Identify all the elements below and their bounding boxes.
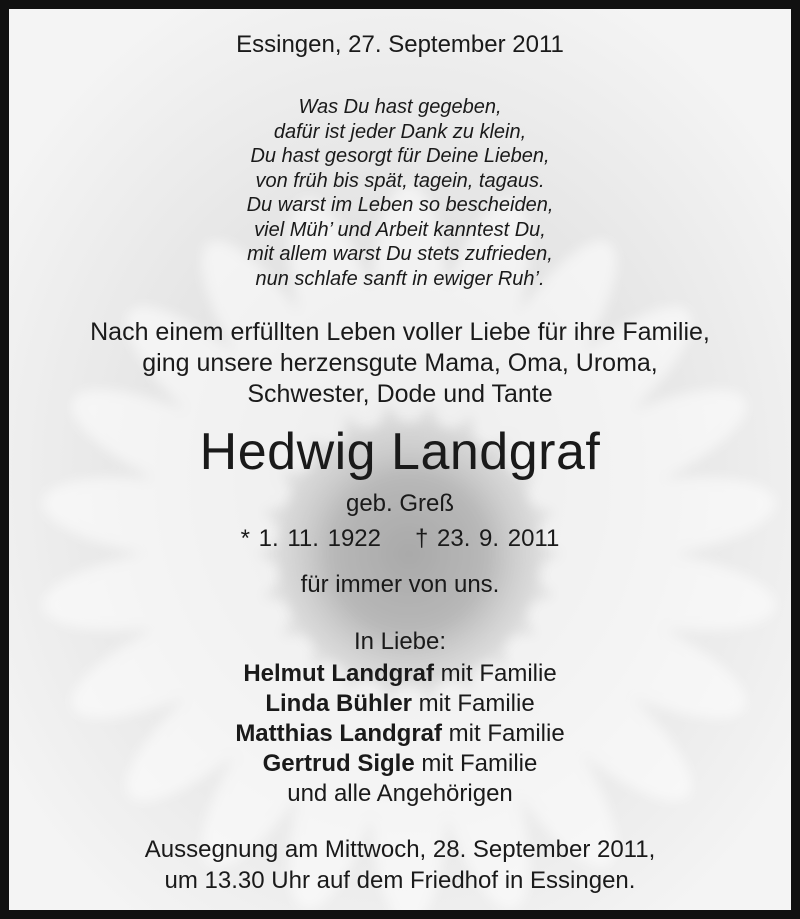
mourner-entry xyxy=(9,689,791,719)
service-line: um 13.30 Uhr auf dem Friedhof in Essingen. xyxy=(164,867,636,894)
poem-line: nun schlafe sanft in ewiger Ruh’. xyxy=(255,267,545,290)
poem-line: Du warst im Leben so bescheiden, xyxy=(246,194,554,216)
mourners-others: und alle Angehörigen xyxy=(287,780,513,807)
poem-line: viel Müh’ und Arbeit kanntest Du, xyxy=(254,218,546,241)
mourner-suffix: mit Familie xyxy=(414,750,538,777)
mourner-entry xyxy=(9,659,791,689)
poem-line: von früh bis spät, tagein, tagaus. xyxy=(255,169,545,192)
mourner-suffix: mit Familie xyxy=(442,720,565,747)
intro-text xyxy=(9,317,791,410)
poem-line: mit allem warst Du stets zufrieden, xyxy=(247,243,553,265)
life-dates xyxy=(9,525,791,553)
mourner-name: Helmut Landgraf xyxy=(243,660,434,687)
deceased-name: Hedwig Landgraf xyxy=(199,423,601,481)
mourner-suffix: mit Familie xyxy=(412,690,535,717)
poem-line: Du hast gesorgt für Deine Lieben, xyxy=(250,145,550,167)
mourners-heading: In Liebe: xyxy=(353,628,447,655)
mourner-name: Linda Bühler xyxy=(265,690,412,717)
poem xyxy=(9,95,791,291)
intro-line: ging unsere herzensgute Mama, Oma, Uroma, xyxy=(142,349,658,377)
service-info xyxy=(9,834,791,896)
birth-name: geb. Greß xyxy=(345,490,455,517)
birth-date: * 1. 11. 1922 xyxy=(240,525,381,552)
place-date: Essingen, 27. September 2011 xyxy=(236,31,564,58)
mourner-entry xyxy=(9,749,791,779)
intro-line: Nach einem erfüllten Leben voller Liebe für ihre Familie, xyxy=(90,318,710,346)
mourner-suffix: mit Familie xyxy=(434,660,557,687)
mourner-entry xyxy=(9,719,791,749)
poem-line: dafür ist jeder Dank zu klein, xyxy=(273,120,527,143)
death-date: † 23. 9. 2011 xyxy=(415,525,560,552)
service-line: Aussegnung am Mittwoch, 28. September 2011, xyxy=(144,836,656,863)
mourner-name: Matthias Landgraf xyxy=(235,720,442,747)
mourner-name: Gertrud Sigle xyxy=(262,750,415,777)
intro-line: Schwester, Dode und Tante xyxy=(247,380,553,408)
poem-line: Was Du hast gegeben, xyxy=(298,96,502,118)
closing-phrase: für immer von uns. xyxy=(300,571,500,598)
mourners-list xyxy=(9,659,791,809)
